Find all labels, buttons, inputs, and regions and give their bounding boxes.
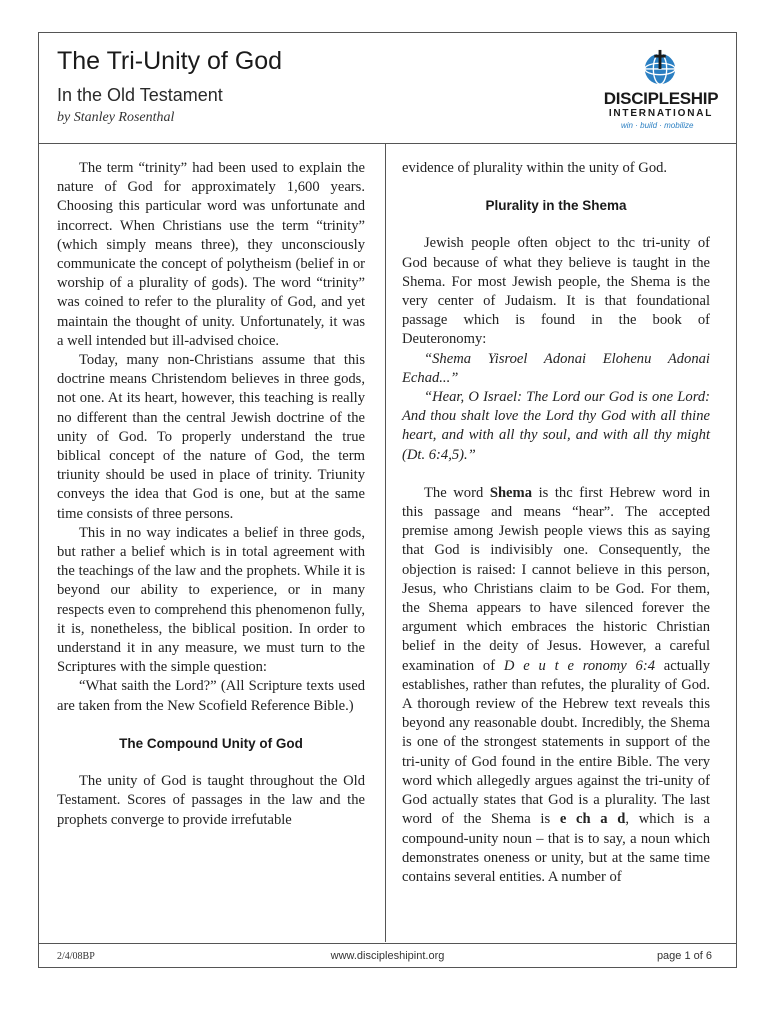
discipleship-logo <box>591 41 731 135</box>
footer-url[interactable]: www.discipleshipint.org <box>330 950 445 962</box>
section-heading-shema: Plurality in the Shema <box>485 198 627 214</box>
text-run: , which is a compound-unity noun – that is to say, a noun which demonstrates oneness or unity, but at the same time contains several entities. A number of <box>402 811 710 885</box>
page-frame <box>38 32 737 968</box>
section-heading-compound-unity: The Compound Unity of God <box>119 735 303 751</box>
footer <box>39 943 736 968</box>
page-number: page 1 of 6 <box>656 950 712 962</box>
left-column <box>57 159 365 830</box>
paragraph: The term “trinity” had been used to explain the nature of God for approximately 1,600 years. Choosing this particular word was unfortunate and incorrect. When Christians use the term “trinity” (which simply means three), they unconsciously communicate the concept of polytheism (belief in or worship of a plurality of gods). The word “trinity” was coined to refer to the plurality of God, and yet maintain the thought of unity. Unfortunately, it was a well intended but ill-advised choice. <box>57 160 365 349</box>
logo-name: DISCIPLESHIP <box>603 89 719 108</box>
paragraph: “What saith the Lord?” (All Scripture texts used are taken from the New Scofield Reference Bible.) <box>57 678 365 714</box>
text-run: is thc first Hebrew word in this passage and means “hear”. The accepted premise among Jewish people views this as saying that God is indivisibly one. Consequently, the objection is raised: I cannot believe in this person, Jesus, who Christians claim to be God. For them, the Shema appears to have silenced forever the argument which embraces the historic Christian belief in the deity of Jesus. However, a careful examination of <box>402 484 711 674</box>
logo-tagline: win · build · mobilize <box>621 121 694 130</box>
page-title: The Tri-Unity of God <box>57 47 283 75</box>
paragraph: Today, many non-Christians assume that this doctrine means Christendom believes in three gods, not one. At its heart, however, this teaching is really no different than the central Jewish doctrine of the unity of God. To properly understand the true biblical concept of the nature of God, the term triunity should be used in place of trinity. Triunity conveys the idea that God is one, but at the same time consists of three persons. <box>57 352 365 522</box>
text-run: actually establishes, rather than refutes, the plurality of God. A thorough review of the Hebrew text reveals this beyond any reasonable doubt. Incredibly, the Shema is one of the strongest statements in support of the tri-unity of God found in the entire Bible. The very word which allegedly argues against the tri-unity of God actually states that God is a plurality. The last word of the Shema is <box>402 657 711 828</box>
spacer <box>402 465 710 484</box>
paragraph: evidence of plurality within the unity of God. <box>402 160 668 176</box>
deuteronomy-reference: D e u t e ronomy 6:4 <box>503 657 656 674</box>
column-divider <box>385 144 386 942</box>
paragraph <box>402 484 710 887</box>
author-byline: by Stanley Rosenthal <box>57 110 175 125</box>
header <box>39 33 736 144</box>
paragraph: Jewish people often object to thc tri-unity of God because of what they believe is taught in the Shema. For most Jewish people, the Shema is the very center of Judaism. It is that foundational passage which is found in the book of Deuteronomy: <box>402 235 710 348</box>
echad-term: e ch a d <box>559 811 626 828</box>
footer-code: 2/4/08BP <box>57 951 95 962</box>
shema-term: Shema <box>489 484 532 501</box>
page-subtitle: In the Old Testament <box>57 85 223 105</box>
logo-subname: INTERNATIONAL <box>608 108 714 119</box>
shema-quote-english: “Hear, O Israel: The Lord our God is one Lord: And thou shalt love the Lord thy God with all thine heart, and with all thy soul, and with all thy might (Dt. 6:4,5).” <box>402 389 710 463</box>
globe-cross-icon <box>641 49 679 87</box>
text-run: The word <box>424 484 490 501</box>
paragraph: This in no way indicates a belief in three gods, but rather a belief which is in total agreement with the teachings of the law and the prophets. While it is beyond our ability to experience, or in many respects even to comprehend this phenomenon fully, it is, nonetheless, the biblical position. In order to understand it in any measure, we must turn to the Scriptures with the simple question: <box>57 524 365 676</box>
right-column <box>402 159 710 887</box>
paragraph: The unity of God is taught throughout the Old Testament. Scores of passages in the law and the prophets converge to provide irrefutable <box>57 773 365 828</box>
shema-quote-hebrew: “Shema Yisroel Adonai Elohenu Adonai Echad...” <box>402 350 710 386</box>
